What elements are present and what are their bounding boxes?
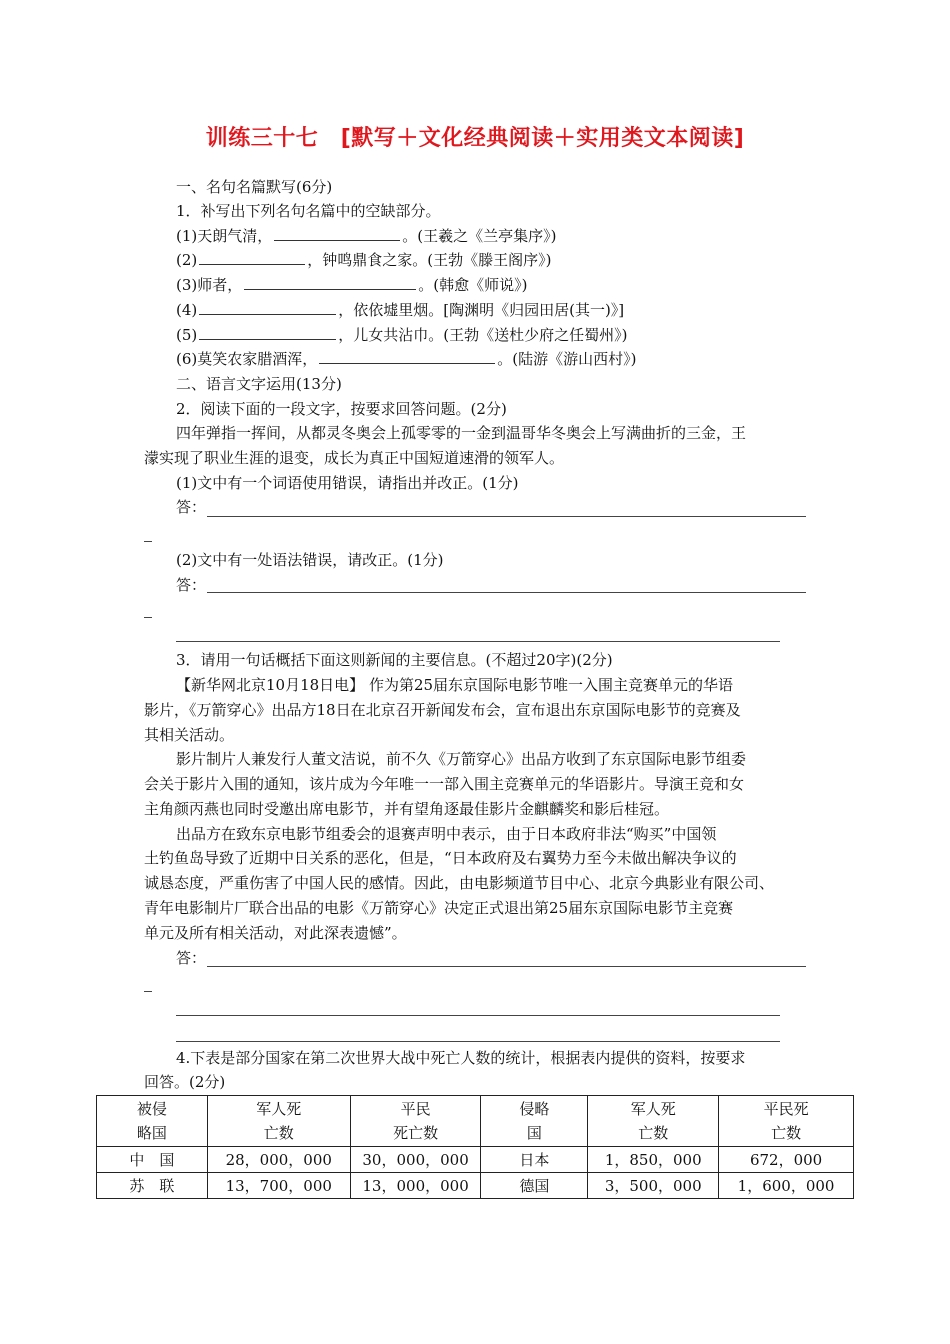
table-cell: 13，000，000 xyxy=(350,1173,481,1199)
table-cell: 苏 联 xyxy=(97,1173,208,1199)
q3-answer-line-3[interactable] xyxy=(176,1041,780,1042)
q1-item-2: (2) ，钟鸣鼎食之家。(王勃《滕王阁序》) xyxy=(176,251,552,269)
q4-stem-line-1: 4.下表是部分国家在第二次世界大战中死亡人数的统计，根据表内提供的资料，按要求 xyxy=(176,1049,746,1067)
table-row xyxy=(97,1147,854,1173)
q1-item-4: (4) ，依依墟里烟。[陶渊明《归园田居(其一)》] xyxy=(176,301,625,319)
table-cell: 中 国 xyxy=(97,1147,208,1173)
q3-p1-line-2: 影片，《万箭穿心》出品方18日在北京召开新闻发布会，宣布退出东京国际电影节的竞赛及 xyxy=(144,701,741,719)
q3-p3-line-5: 单元及所有相关活动，对此深表遗憾”。 xyxy=(144,924,407,942)
q2-sub-2: (2)文中有一处语法错误，请改正。(1分) xyxy=(176,551,444,569)
table-cell: 德国 xyxy=(481,1173,588,1199)
q3-p2-line-3: 主角颜丙燕也同时受邀出席电影节，并有望角逐最佳影片金麒麟奖和影后桂冠。 xyxy=(144,800,670,818)
section2-heading: 二、语言文字运用(13分) xyxy=(176,375,342,393)
q1-item-5-blank[interactable] xyxy=(199,324,336,340)
table-cell: 28，000，000 xyxy=(207,1147,350,1173)
table-header-cell: 平民 死亡数 xyxy=(350,1096,481,1147)
q1-stem: 1．补写出下列名句名篇中的空缺部分。 xyxy=(176,202,441,220)
q1-item-2-blank[interactable] xyxy=(199,249,305,265)
section1-heading: 一、名句名篇默写(6分) xyxy=(176,178,333,196)
q1-item-6: (6)莫笑农家腊酒浑， 。(陆游《游山西村》) xyxy=(176,350,637,368)
q1-item-3: (3)师者， 。(韩愈《师说》) xyxy=(176,276,528,294)
table-row xyxy=(97,1173,854,1199)
q3-answer-line-1[interactable] xyxy=(207,966,806,967)
table-cell: 3，500，000 xyxy=(588,1173,719,1199)
q2-answer-line-3[interactable] xyxy=(176,641,780,642)
q3-p3-line-1: 出品方在致东京电影节组委会的退赛声明中表示，由于日本政府非法“购买”中国领 xyxy=(176,825,717,843)
q3-p2-line-2: 会关于影片入围的通知，该片成为今年唯一一部入围主竞赛单元的华语影片。导演王竞和女 xyxy=(144,775,745,793)
q4-stem-line-2: 回答。(2分) xyxy=(144,1073,226,1091)
q1-item-5: (5) ，儿女共沾巾。(王勃《送杜少府之任蜀州》) xyxy=(176,326,628,344)
table-header-cell: 平民死 亡数 xyxy=(719,1096,854,1147)
q2-answer-line-1[interactable] xyxy=(207,516,806,517)
q3-p2-line-1: 影片制片人兼发行人董文洁说，前不久《万箭穿心》出品方收到了东京国际电影节组委 xyxy=(176,750,747,768)
page-title: 训练三十七 [默写＋文化经典阅读＋实用类文本阅读] xyxy=(205,126,745,151)
q2-passage-line-2: 濛实现了职业生涯的退变，成长为真正中国短道速滑的领军人。 xyxy=(144,449,565,467)
q2-stem: 2．阅读下面的一段文字，按要求回答问题。(2分) xyxy=(176,400,507,418)
table-cell: 30，000，000 xyxy=(350,1147,481,1173)
q1-item-4-blank[interactable] xyxy=(199,299,336,315)
table-header-cell: 侵略 国 xyxy=(481,1096,588,1147)
table-cell: 日本 xyxy=(481,1147,588,1173)
q2-answer-dash-2 xyxy=(144,617,152,618)
q3-p3-line-4: 青年电影制片厂联合出品的电影《万箭穿心》决定正式退出第25届东京国际电影节主竞赛 xyxy=(144,899,734,917)
q3-p3-line-3: 诚恳态度，严重伤害了中国人民的感情。因此，由电影频道节目中心、北京今典影业有限公司、 xyxy=(144,874,775,892)
q3-answer-dash xyxy=(144,991,152,992)
table-cell: 13，700，000 xyxy=(207,1173,350,1199)
q3-p1-line-3: 其相关活动。 xyxy=(144,726,235,744)
q1-item-1-blank[interactable] xyxy=(274,225,400,241)
table-cell: 1，850，000 xyxy=(588,1147,719,1173)
q3-answer-label: 答： xyxy=(176,949,207,967)
table-header-cell: 军人死 亡数 xyxy=(207,1096,350,1147)
q3-answer-line-2[interactable] xyxy=(176,1015,780,1016)
q1-item-1: (1)天朗气清， 。(王羲之《兰亭集序》) xyxy=(176,227,557,245)
table-cell: 672，000 xyxy=(719,1147,854,1173)
q1-item-6-blank[interactable] xyxy=(319,348,495,364)
q2-answer-line-2[interactable] xyxy=(207,592,806,593)
q3-stem: 3．请用一句话概括下面这则新闻的主要信息。(不超过20字)(2分) xyxy=(176,651,613,669)
casualty-table xyxy=(96,1095,854,1199)
q3-p1-line-1: 【新华网北京10月18日电】 作为第25届东京国际电影节唯一入围主竞赛单元的华语 xyxy=(176,676,734,694)
q2-answer-label-2: 答： xyxy=(176,576,207,594)
table-header-cell: 军人死 亡数 xyxy=(588,1096,719,1147)
table-cell: 1，600，000 xyxy=(719,1173,854,1199)
q2-answer-label-1: 答： xyxy=(176,498,207,516)
q2-sub-1: (1)文中有一个词语使用错误，请指出并改正。(1分) xyxy=(176,474,519,492)
table-header-cell: 被侵 略国 xyxy=(97,1096,208,1147)
q1-item-3-blank[interactable] xyxy=(244,274,416,290)
table-header-row xyxy=(97,1096,854,1147)
q3-p3-line-2: 土钓鱼岛导致了近期中日关系的恶化，但是，“日本政府及右翼势力至今未做出解决争议的 xyxy=(144,849,737,867)
q2-passage-line-1: 四年弹指一挥间，从都灵冬奥会上孤零零的一金到温哥华冬奥会上写满曲折的三金，王 xyxy=(176,424,747,442)
q2-answer-dash-1 xyxy=(144,541,152,542)
